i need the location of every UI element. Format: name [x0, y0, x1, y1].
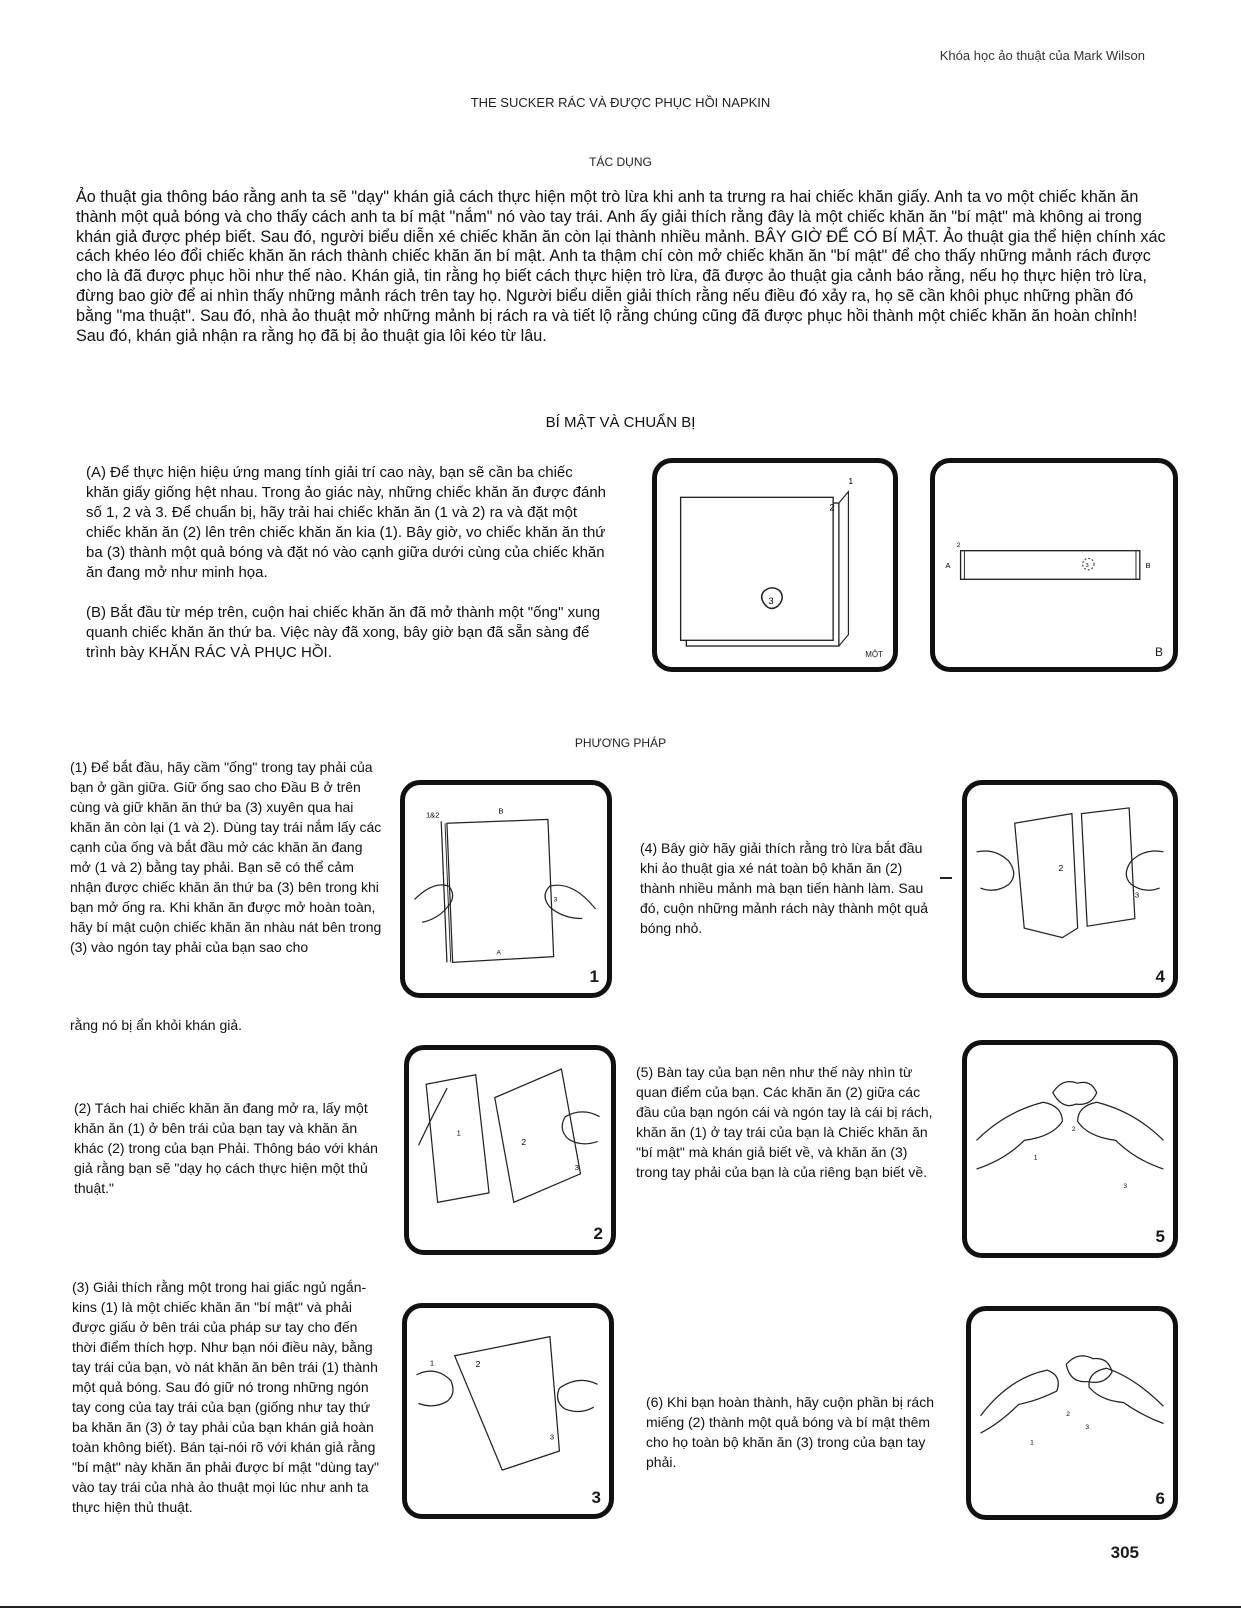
fig-3-label-2: 2: [475, 1359, 481, 1370]
fig-4-label-3: 3: [1134, 890, 1140, 900]
figure-6: [966, 1306, 1178, 1520]
step-6-paragraph: (6) Khi bạn hoàn thành, hãy cuộn phần bị rách miếng (2) thành một quả bóng và bí mật thêm cho họ toàn bộ khăn ăn (3) trong của bạn tay phải.: [646, 1394, 934, 1470]
step-3-text: [72, 1277, 382, 1517]
fig-1-label-12: 1&2: [425, 810, 440, 820]
figure-6-drawing: [971, 1311, 1173, 1515]
fig-5-label-1: 1: [1033, 1154, 1038, 1162]
fig-1-label-b: B: [498, 806, 504, 816]
running-header: Khóa học ảo thuật của Mark Wilson: [939, 48, 1145, 63]
effect-paragraph: Ảo thuật gia thông báo rằng anh ta sẽ "dạy" khán giả cách thực hiện một trò lừa khi anh ta trưng ra hai chiếc khăn giấy. Anh ta vo một chiếc khăn ăn thành một quả bóng và cho thấy cách anh ta bí mật "nắm" nó vào tay trái. Anh ấy giải thích rằng đây là một chiếc khăn ăn "bí mật" mà không ai trong khán giả được phép biết. Sau đó, người biểu diễn xé chiếc khăn ăn còn lại thành nhiều mảnh. BÂY GIỜ ĐỂ CÓ BÍ MẬT. Ảo thuật gia thể hiện chính xác cách khéo léo đổi chiếc khăn ăn rách thành chiếc khăn ăn bí mật. Anh ta thậm chí còn mở chiếc khăn ăn "bí mật" để cho thấy những mảnh rách được cho là đã được phục hồi như thế nào. Khán giả, tin rằng họ biết cách thực hiện trò lừa, đã được ảo thuật gia cảnh báo rằng, nếu họ thực hiện trò lừa, đừng bao giờ để ai nhìn thấy những mảnh rách trên tay họ. Người biểu diễn giải thích rằng nếu điều đó xảy ra, họ sẽ cần khôi phục những phần đó bằng "ma thuật". Sau đó, nhà ảo thuật mở những mảnh bị rách ra và tiết lộ rằng chúng cũng đã được phục hồi thành một chiếc khăn ăn hoàn chỉnh! Sau đó, khán giả nhận ra rằng họ đã bị ảo thuật gia lôi kéo từ lâu.: [76, 188, 1166, 345]
fig-6-label-1: 1: [1030, 1439, 1034, 1447]
fig-6-label-3: 3: [1085, 1424, 1090, 1432]
figure-4-number: 4: [1155, 967, 1165, 986]
fig-6-label-2: 2: [1066, 1410, 1070, 1418]
fig-5-label-3: 3: [1123, 1183, 1128, 1191]
step-1-text: [70, 757, 382, 957]
effect-heading: TÁC DỤNG: [589, 155, 652, 169]
figure-2: [404, 1045, 616, 1255]
fig-3-label-1: 1: [429, 1358, 435, 1368]
fig-2-label-1: 1: [456, 1128, 461, 1138]
step-1-paragraph: (1) Để bắt đầu, hãy cầm "ống" trong tay phải của bạn ở gần giữa. Giữ ống sao cho Đầu B ở trên cùng và giữ khăn ăn thứ ba (3) xuyên qua hai khăn ăn còn lại (1 và 2). Dùng tay trái nắm lấy các cạnh của ống và bắt đầu mở các khăn ăn đang mở (1 và 2) bằng tay phải. Bạn sẽ có thể cảm nhận được chiếc khăn ăn thứ ba (3) bên trong khi bạn mở ống ra. Khi khăn ăn được mở hoàn toàn, hãy bí mật cuộn chiếc khăn ăn nhàu nát bên trong (3) vào ngón tay phải của bạn sao cho: [70, 759, 382, 955]
figure-3: [402, 1303, 614, 1519]
fig-b-end-a: A: [945, 560, 951, 570]
figure-2-drawing: [409, 1050, 611, 1250]
prep-a-paragraph: (A) Để thực hiện hiệu ứng mang tính giải trí cao này, bạn sẽ cần ba chiếc khăn giấy giống hệt nhau. Trong ảo giác này, những chiếc khăn ăn được đánh số 1, 2 và 3. Để chuẩn bị, hãy trải hai chiếc khăn ăn (1 và 2) ra và đặt một chiếc khăn ăn (2) lên trên chiếc khăn ăn kia (1). Bây giờ, vo chiếc khăn ăn thứ ba (3) thành một quả bóng và đặt nó vào cạnh giữa dưới cùng của chiếc khăn ăn đang mở như minh họa.: [86, 464, 607, 581]
prep-text: [86, 463, 606, 663]
figure-1-number: 1: [589, 967, 599, 986]
fig-a-label-2: 2: [829, 502, 835, 514]
method-heading: PHƯƠNG PHÁP: [574, 736, 667, 750]
prep-b-paragraph: (B) Bắt đầu từ mép trên, cuộn hai chiếc khăn ăn đã mở thành một "ống" xung quanh chiếc khăn ăn thứ ba. Việc này đã xong, bây giờ bạn đã sẵn sàng để trình bày KHĂN RÁC VÀ PHỤC HỒI.: [86, 604, 601, 661]
figure-b-drawing: [935, 463, 1173, 667]
secret-heading: BÍ MẬT VÀ CHUẨN BỊ: [545, 414, 696, 431]
figure-5: [962, 1040, 1178, 1258]
figure-a-drawing: [657, 463, 893, 667]
fig-1-label-3: 3: [553, 896, 558, 904]
fig-2-label-2: 2: [521, 1137, 527, 1148]
fig-b-label-3: 3: [1085, 562, 1089, 569]
figure-5-number: 5: [1155, 1227, 1165, 1246]
fig-b-label-2: 2: [956, 541, 961, 549]
figure-a-caption: MỘT: [865, 650, 883, 659]
fig-a-label-3: 3: [768, 596, 774, 608]
figure-6-number: 6: [1155, 1489, 1165, 1508]
figure-5-drawing: [967, 1045, 1173, 1253]
page-title: THE SUCKER RÁC VÀ ĐƯỢC PHỤC HỒI NAPKIN: [470, 95, 771, 110]
step-2-text: [74, 1098, 384, 1198]
fig-b-end-b: B: [1145, 560, 1151, 570]
figure-3-number: 3: [591, 1488, 601, 1507]
page-number: 305: [1110, 1543, 1139, 1562]
figure-b-caption: B: [1154, 645, 1163, 659]
figure-1: [400, 780, 612, 998]
step-2-paragraph: (2) Tách hai chiếc khăn ăn đang mở ra, lấy một khăn ăn (1) ở bên trái của bạn tay và khăn ăn khác (2) trong của bạn Phải. Thông báo với khán giả rằng bạn sẽ "dạy họ cách thực hiện một thủ thuật.": [74, 1100, 378, 1196]
fig-1-label-a: A: [496, 949, 501, 957]
figure-b: [930, 458, 1178, 672]
figure-4-drawing: [967, 785, 1173, 993]
step-6-text: [646, 1392, 946, 1472]
fig-2-label-3: 3: [574, 1163, 579, 1172]
step-5-paragraph: (5) Bàn tay của bạn nên như thế này nhìn từ quan điểm của bạn. Các khăn ăn (2) giữa các đầu của bạn ngón cái và ngón tay là cái bị rách, khăn ăn (1) ở tay trái của bạn là Chiếc khăn ăn "bí mật" mà khán giả biết về, và khăn ăn (3) trong tay phải của bạn là của riêng bạn biết về.: [636, 1064, 933, 1180]
bottom-rule: [0, 1606, 1241, 1608]
fig-5-label-2: 2: [1071, 1125, 1076, 1133]
fig-4-label-2: 2: [1058, 862, 1064, 873]
step-4-text: [640, 838, 940, 938]
fig-3-label-3: 3: [549, 1432, 555, 1442]
step-3-paragraph: (3) Giải thích rằng một trong hai giấc ngủ ngắn-kins (1) là một chiếc khăn ăn "bí mật" và phải được giấu ở bên trái của pháp sư tay cho đến thời điểm thích hợp. Như bạn nói điều này, bằng tay trái của bạn, vò nát khăn ăn bên trái (1) thành một quả bóng. Sau đó giữ nó trong những ngón tay cong của tay trái của bạn (giống như tay thứ ba khăn ăn (3) ở tay phải của bạn khán giả hoàn toàn không biết). Bán tại-nói rõ với khán giả rằng "bí mật" này khăn ăn phải được bí mật "dùng tay" vào tay trái của nhà ảo thuật mọi lúc như anh ta thực hiện thủ thuật.: [72, 1279, 379, 1515]
figure-4: [962, 780, 1178, 998]
step-5-text: [636, 1062, 936, 1182]
figure-3-drawing: [407, 1308, 609, 1514]
step-1-continued: rằng nó bị ẩn khỏi khán giả.: [70, 1017, 243, 1033]
figure-1-drawing: [405, 785, 607, 993]
figure-a: [652, 458, 898, 672]
fig-a-label-1: 1: [848, 475, 854, 486]
dash-mark: [940, 877, 952, 879]
figure-2-number: 2: [593, 1224, 603, 1243]
step-4-paragraph: (4) Bây giờ hãy giải thích rằng trò lừa bắt đầu khi ảo thuật gia xé nát toàn bộ khăn ăn (2) thành nhiều mảnh mà bạn tiến hành làm. Sau đó, cuộn những mảnh rách này thành một quả bóng nhỏ.: [640, 840, 929, 936]
